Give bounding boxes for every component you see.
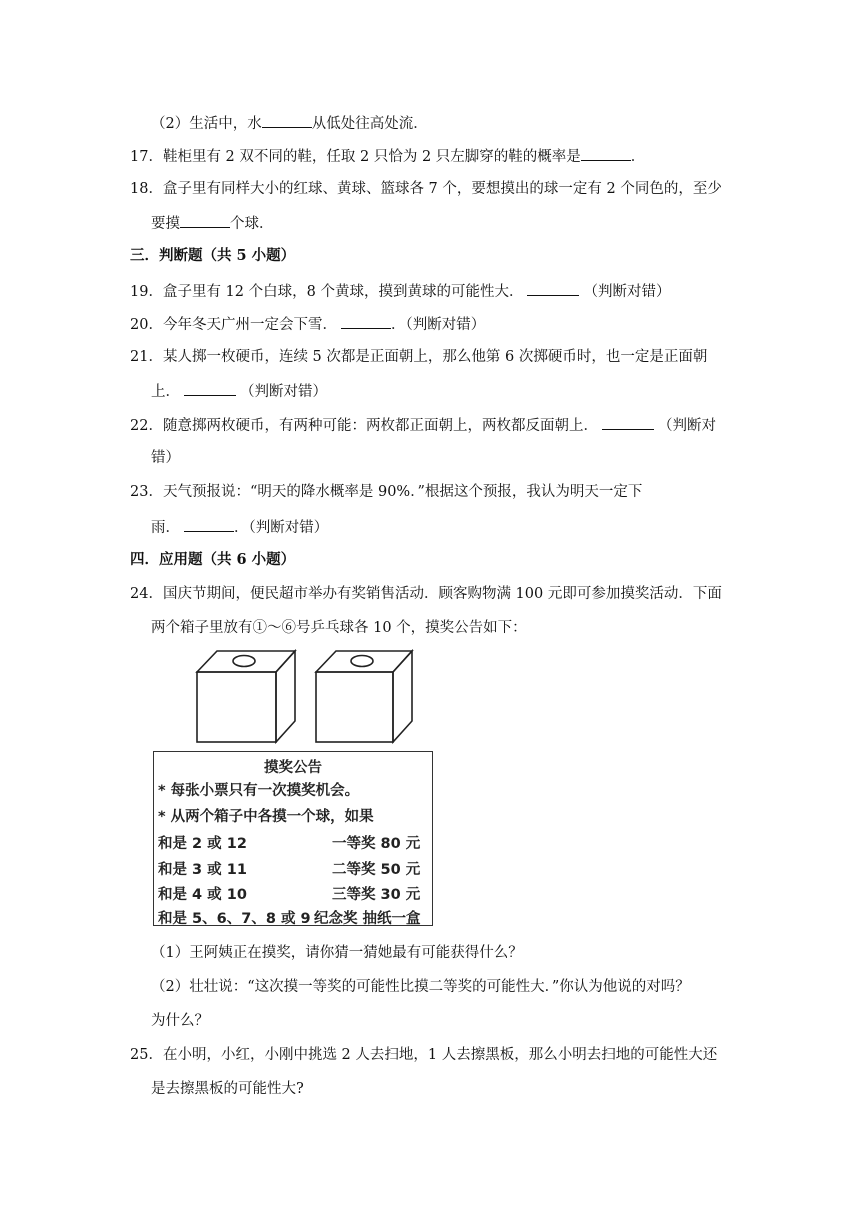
question-24-sub-1: （1）王阿姨正在摸奖，请你猜一猜她最有可能获得什么？ (151, 945, 523, 961)
q22-hint: （判断对 (657, 418, 716, 434)
question-24-line-2: 两个箱子里放有①～⑥号乒乓球各 10 个，摸奖公告如下： (151, 620, 527, 636)
box-left-icon (197, 651, 295, 742)
q23-hint: ．（判断对错） (234, 520, 329, 536)
answer-blank[interactable] (262, 112, 312, 128)
question-number: 25． (130, 1047, 163, 1063)
q21-text-before: 上． (151, 384, 180, 400)
q17-text-before: 鞋柜里有 2 双不同的鞋，任取 2 只恰为 2 只左脚穿的鞋的概率是 (162, 149, 581, 165)
answer-blank[interactable] (180, 212, 230, 228)
q21-hint: （判断对错） (240, 384, 327, 400)
answer-blank[interactable] (184, 380, 236, 396)
notice-rule-1: * 每张小票只有一次摸奖机会。 (158, 783, 360, 799)
q22-text: 随意掷两枚硬币，有两种可能：两枚都正面朝上，两枚都反面朝上． (162, 418, 598, 434)
question-19 (130, 280, 670, 302)
question-22-line-1 (130, 414, 716, 436)
q18-text-line-1: 盒子里有同样大小的红球、黄球、篮球各 7 个，要想摸出的球一定有 2 个同色的，至少 (162, 181, 722, 197)
notice-condition-2: 和是 3 或 11 (158, 862, 247, 878)
question-21-line-1 (130, 347, 707, 367)
prize-notice (153, 751, 433, 926)
q17-text-after: ． (630, 149, 646, 165)
notice-condition-4: 和是 5、6、7、8 或 9 (158, 911, 311, 927)
question-17 (130, 145, 645, 167)
question-23-line-2 (151, 516, 328, 538)
answer-blank[interactable] (527, 280, 579, 296)
answer-blank[interactable] (581, 145, 631, 161)
question-20 (130, 313, 485, 335)
question-25-line-1 (130, 1045, 717, 1065)
question-23-line-1 (130, 482, 642, 502)
q25-text-line-1: 在小明，小红，小刚中挑选 2 人去扫地，1 人去擦黑板，那么小明去扫地的可能性大还 (162, 1047, 718, 1063)
question-22-line-2: 错） (151, 450, 180, 466)
answer-blank[interactable] (341, 313, 391, 329)
question-24-sub-2-line-1: （2）壮壮说：“这次摸一等奖的可能性比摸二等奖的可能性大．”你认为他说的对吗？ (151, 979, 690, 995)
q18-text-after: 个球． (230, 216, 274, 232)
question-number: 22． (130, 418, 163, 434)
question-number: 23． (130, 484, 163, 500)
notice-prize-4: 纪念奖 抽纸一盒 (314, 911, 421, 927)
q19-text: 盒子里有 12 个白球，8 个黄球，摸到黄球的可能性大． (162, 284, 524, 300)
notice-title: 摸奖公告 (264, 760, 322, 776)
question-21-line-2 (151, 380, 327, 402)
question-24-sub-2-line-2: 为什么？ (151, 1013, 209, 1029)
two-boxes-illustration (190, 646, 430, 746)
q20-hint: ．（判断对错） (390, 317, 486, 333)
question-number: 19． (130, 284, 163, 300)
box-right-icon (316, 651, 412, 742)
q23-text-before: 雨． (151, 520, 180, 536)
question-number: 24． (130, 586, 163, 602)
section-3-heading: 三．判断题（共 5 小题） (130, 247, 296, 264)
q24-text-line-1: 国庆节期间，便民超市举办有奖销售活动．顾客购物满 100 元即可参加摸奖活动．下面 (162, 586, 722, 602)
question-16-part-2 (151, 112, 428, 134)
q16-text-before: （2）生活中，水 (151, 116, 262, 132)
q23-text-line-1: 天气预报说：“明天的降水概率是 90%．”根据这个预报，我认为明天一定下 (162, 484, 643, 500)
question-number: 17． (130, 149, 163, 165)
answer-blank[interactable] (602, 414, 654, 430)
question-number: 20． (130, 317, 163, 333)
question-25-line-2: 是去擦黑板的可能性大? (151, 1081, 304, 1097)
q20-text: 今年冬天广州一定会下雪． (162, 317, 337, 333)
notice-condition-3: 和是 4 或 10 (158, 887, 247, 903)
notice-prize-3: 三等奖 30 元 (332, 887, 421, 903)
notice-prize-1: 一等奖 80 元 (332, 836, 421, 852)
notice-prize-2: 二等奖 50 元 (332, 862, 421, 878)
question-number: 21． (130, 349, 163, 365)
question-18-line-1 (130, 179, 722, 199)
q19-hint: （判断对错） (583, 284, 671, 300)
question-18-line-2 (151, 212, 274, 234)
answer-blank[interactable] (184, 516, 234, 532)
q16-text-after: 从低处往高处流． (311, 116, 428, 132)
question-24-line-1 (130, 584, 722, 604)
notice-rule-2: * 从两个箱子中各摸一个球，如果 (158, 809, 374, 825)
question-number: 18． (130, 181, 163, 197)
q18-text-before: 要摸 (151, 216, 180, 232)
section-4-heading: 四．应用题（共 6 小题） (130, 551, 296, 568)
notice-condition-1: 和是 2 或 12 (158, 836, 247, 852)
q21-text-line-1: 某人掷一枚硬币，连续 5 次都是正面朝上，那么他第 6 次掷硬币时，也一定是正面朝 (162, 349, 708, 365)
